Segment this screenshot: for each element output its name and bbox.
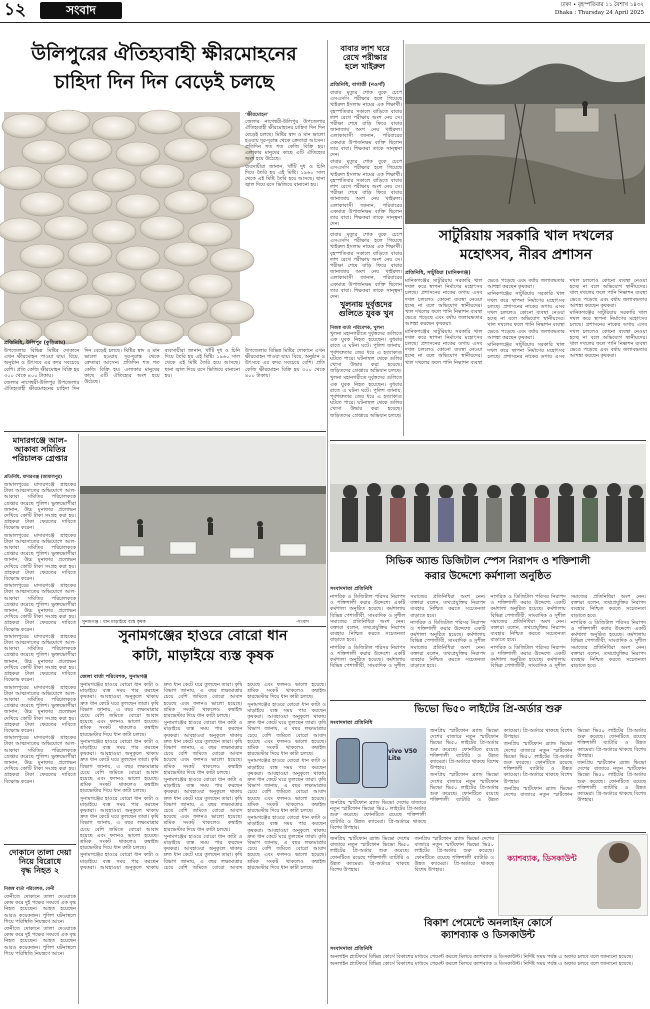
civic-group-image [330, 444, 646, 552]
vivo-body-p1: জনপ্রিয় স্মার্টফোন ব্র্যান্ড ভিভো দেশের বাজারে নতুন স্মার্টফোন ভিভো ভি৫০ লাইটের প্রি-অর্ডার শুরু করেছে। ফোনটিতে রয়েছে শক্তিশালী ব্যাটারি ও উন্নত ক্যামেরা। প্রি-অর্ডারে থাকছে বিশেষ উপহার। [430, 728, 499, 772]
haor-headline [80, 628, 326, 664]
canal-body-p2: মানিকগঞ্জের সাটুরিয়ায় সরকারি খাল দখল করে স্থাপনা নির্মাণের মহোৎসব চলছে। প্রশাসনের নাকের ডগায় এসব দখল চললেও কোনো ব্যবস্থা নেওয়া হচ্ছে না বলে অভিযোগ স্থানীয়দের। খাল দখলের ফলে পানি নিষ্কাশন ব্যবস্থা ভেঙে পড়েছে এবং বর্ষায় জলাবদ্ধতার আশঙ্কা করছেন কৃষকরা। [405, 278, 565, 366]
body-headline-line2: রেখে পরীক্ষার [342, 52, 388, 63]
kheer-body-b: ব্যবসায়ীরা জানান, খাঁটি দুধ ও চিনি দিয়ে তৈরি হয় এই মিষ্টি। ১৯৬০ সাল থেকে এই মিষ্টি তৈরি হয়ে আসছে। ছানা জ্বাল দিয়ে রসে ভিজিয়ে বানানো হয়। [245, 163, 325, 189]
haor-credit: -সংবাদ [296, 620, 309, 625]
youth-headline-line2: গুলিতে যুবক খুন [338, 308, 394, 319]
phone-icon [336, 738, 360, 784]
kheer-photo [4, 112, 240, 336]
haor-headline-line1: সুনামগঞ্জের হাওরে বোরো ধান [118, 628, 288, 644]
canal-scene-image [405, 44, 645, 224]
shop-byline: নিজস্ব বার্তা পরিবেশক, ফেনী [4, 887, 55, 892]
vivo-body-cont [330, 800, 426, 831]
haor-body-p8: সুনামগঞ্জের হাওরে বোরো ধান কাটা ও মাড়াইয়ে ব্যস্ত সময় পার করছেন কৃষকরা। আবহাওয়া অনুকূলে থাকায় দ্রুত ধান কেটে ঘরে তুলছেন তারা। কৃষি বিভাগ জানায়, এ বছর লক্ষ্যমাত্রার চেয়ে বেশি জমিতে বোরো আবাদ হয়েছে এবং ফলনও ভালো হয়েছে। শ্রমিক সংকট থাকলেও কম্বাইন্ড হারভেস্টার দিয়ে ধান কাটা চলছে। [247, 701, 326, 758]
bkash-body [330, 954, 646, 1004]
bkash-ad [498, 834, 648, 916]
kheer-body-right [245, 112, 325, 340]
haor-headline-line2: কাটা, মাড়াইয়ে ব্যস্ত কৃষক [132, 648, 274, 665]
phone-icon [362, 742, 388, 788]
canal-body-p5: মানিকগঞ্জের সাটুরিয়ায় সরকারি খাল দখল করে স্থাপনা নির্মাণের মহোৎসব চলছে। প্রশাসনের নাকের ডগায় এসব দখল চললেও কোনো ব্যবস্থা নেওয়া হচ্ছে না বলে অভিযোগ স্থানীয়দের। খাল দখলের ফলে পানি নিষ্কাশন ব্যবস্থা ভেঙে পড়েছে এবং বর্ষায় জলাবদ্ধতার আশঙ্কা করছেন কৃষকরা। [569, 310, 647, 360]
divider [330, 700, 646, 701]
kheer-lead: ‘ক্ষীরমোহন’ [245, 112, 269, 118]
haor-body-p5: সুনামগঞ্জের হাওরে বোরো ধান কাটা ও মাড়াইয়ে ব্যস্ত সময় পার করছেন কৃষকরা। আবহাওয়া অনুকূলে থাকায় দ্রুত ধান কেটে ঘরে তুলছেন তারা। কৃষি বিভাগ জানায়, এ বছর লক্ষ্যমাত্রার চেয়ে বেশি জমিতে বোরো আবাদ হয়েছে এবং ফলনও ভালো হয়েছে। শ্রমিক সংকট থাকলেও কম্বাইন্ড হারভেস্টার দিয়ে ধান কাটা চলছে। [163, 720, 243, 776]
vivo-body [430, 728, 646, 828]
shop-headline-line1: দোকানে তালা দেয়া [8, 847, 72, 857]
madrasa-headline-line3: পরিচালক গ্রেপ্তার [12, 453, 68, 464]
haor-body-p9: সুনামগঞ্জের হাওরে বোরো ধান কাটা ও মাড়াইয়ে ব্যস্ত সময় পার করছেন কৃষকরা। আবহাওয়া অনুকূলে থাকায় দ্রুত ধান কেটে ঘরে তুলছেন তারা। কৃষি বিভাগ জানায়, এ বছর লক্ষ্যমাত্রার চেয়ে বেশি জমিতে বোরো আবাদ হয়েছে এবং ফলনও ভালো হয়েছে। শ্রমিক সংকট থাকলেও কম্বাইন্ড হারভেস্টার দিয়ে ধান কাটা চলছে। [247, 758, 326, 815]
person-head [609, 843, 629, 863]
body-headline [330, 44, 400, 72]
canal-body-p3: মানিকগঞ্জের সাটুরিয়ায় সরকারি খাল দখল করে স্থাপনা নির্মাণের মহোৎসব চলছে। প্রশাসনের নাকের ডগায় এসব দখল চললেও কোনো ব্যবস্থা নেওয়া হচ্ছে না বলে অভিযোগ স্থানীয়দের। খাল দখলের ফলে পানি নিষ্কাশন ব্যবস্থা ভেঙে পড়েছে এবং বর্ষায় জলাবদ্ধতার আশঙ্কা করছেন কৃষকরা। [487, 291, 565, 341]
page-number: ১২ [4, 0, 27, 20]
bkash-byline: সংবাদদাতা প্রতিনিধি [330, 946, 373, 952]
canal-body [405, 278, 647, 436]
date-english: Dhaka : Thursday 24 April 2025 [554, 10, 644, 16]
civic-body-p3: নাগরিক ও ডিজিটাল পরিসর নিরাপদ ও শক্তিশালী করার উদ্দেশ্যে একটি কর্মশালা অনুষ্ঠিত হয়েছে। কর্মশালায় বিভিন্ন পেশাজীবী, সাংবাদিক ও সুশীল সমাজের প্রতিনিধিরা অংশ নেন। বক্তারা বলেন, তথ্যপ্রযুক্তির নিরাপদ ব্যবহার নিশ্চিত করতে সচেতনতা বাড়াতে হবে। [410, 619, 486, 670]
madrasa-body [4, 482, 76, 840]
civic-body-p6: নাগরিক ও ডিজিটাল পরিসর নিরাপদ ও শক্তিশালী করার উদ্দেশ্যে একটি কর্মশালা অনুষ্ঠিত হয়েছে। কর্মশালায় বিভিন্ন পেশাজীবী, সাংবাদিক ও সুশীল সমাজের প্রতিনিধিরা অংশ নেন। বক্তারা বলেন, তথ্যপ্রযুক্তির নিরাপদ ব্যবহার নিশ্চিত করতে সচেতনতা বাড়াতে হবে। [570, 619, 646, 670]
haor-body-p7: সুনামগঞ্জের হাওরে বোরো ধান কাটা ও মাড়াইয়ে ব্যস্ত সময় পার করছেন কৃষকরা। আবহাওয়া অনুকূলে থাকায় দ্রুত ধান কেটে ঘরে তুলছেন তারা। কৃষি বিভাগ জানায়, এ বছর লক্ষ্যমাত্রার চেয়ে বেশি জমিতে বোরো আবাদ হয়েছে এবং ফলনও ভালো হয়েছে। শ্রমিক সংকট থাকলেও কম্বাইন্ড হারভেস্টার দিয়ে ধান কাটা চলছে। [163, 682, 326, 871]
madrasa-body-p5: জামালপুরের মাদারগঞ্জে গ্রাহকের টাকা আত্মসাতের অভিযোগে আল-আকাবা সমিতির পরিচালককে গ্রেপ্তার করেছে পুলিশ। ভুক্তভোগীরা জানান, উচ্চ মুনাফার প্রলোভন দেখিয়ে কোটি টাকা সংগ্রহ করা হয়। গ্রাহকরা টাকা ফেরতের দাবিতে বিক্ষোভ করেন। [4, 684, 76, 734]
vivo-body-p4: জনপ্রিয় স্মার্টফোন ব্র্যান্ড ভিভো দেশের বাজারে নতুন স্মার্টফোন ভিভো ভি৫০ লাইটের প্রি-অর্ডার শুরু করেছে। ফোনটিতে রয়েছে শক্তিশালী ব্যাটারি ও উন্নত ক্যামেরা। প্রি-অর্ডারে থাকছে বিশেষ উপহার। [503, 728, 646, 799]
column-rule [403, 40, 404, 436]
kheer-body-a: জেলার নাগেশ্বরী-উলিপুর উপজেলার ঐতিহ্যবাহী ক্ষীরমোহনের চাহিদা দিন দিন বেড়েই চলছে। মিষ্টির স্বাদ ও মান ভালো হওয়ায় দূর-দূরান্ত থেকে ক্রেতারা আসেন। প্রতিদিন শত শত কেজি বিক্রি হয়। এলাকার মানুষের কাছে এটি ঐতিহ্যের অংশ হয়ে উঠেছে। [245, 119, 325, 163]
kheer-sweets-image [4, 112, 240, 336]
kheer-headline-line1: উলিপুরের ঐতিহ্যবাহী ক্ষীরমোহনের [31, 43, 297, 65]
kheer-headline [4, 44, 324, 94]
kheer-body-right-cont [245, 348, 325, 428]
body-text-p2: বাবার মৃত্যুর শোক বুকে চেপে এসএসসি পরীক্ষার হলে গিয়েছে খাইরুল ইসলাম নামের এক শিক্ষার্থী। বৃহস্পতিবার সকালে বাড়িতে বাবার লাশ রেখে পরীক্ষায় অংশ নেয় সে। পরীক্ষা শেষে বাড়ি ফিরে বাবার জানাজায় অংশ নেয় খাইরুল। এলাকাবাসী জানান, পরিবারের একমাত্র উপার্জনক্ষম ব্যক্তি ছিলেন তার বাবা। শিক্ষকরা তাকে সান্ত্বনা দেন। [330, 159, 402, 228]
madrasa-body-p3: জামালপুরের মাদারগঞ্জে গ্রাহকের টাকা আত্মসাতের অভিযোগে আল-আকাবা সমিতির পরিচালককে গ্রেপ্তার করেছে পুলিশ। ভুক্তভোগীরা জানান, উচ্চ মুনাফার প্রলোভন দেখিয়ে কোটি টাকা সংগ্রহ করা হয়। গ্রাহকরা টাকা ফেরতের দাবিতে বিক্ষোভ করেন। [4, 583, 76, 633]
body-text-cont [330, 232, 402, 301]
canal-photo [405, 44, 645, 224]
vivo-body-p7: জনপ্রিয় স্মার্টফোন ব্র্যান্ড ভিভো দেশের বাজারে নতুন স্মার্টফোন ভিভো ভি৫০ লাইটের প্রি-অর্ডার শুরু করেছে। ফোনটিতে রয়েছে শক্তিশালী ব্যাটারি ও উন্নত ক্যামেরা। প্রি-অর্ডারে থাকছে বিশেষ উপহার। [330, 836, 410, 874]
canal-body-p1: মানিকগঞ্জের সাটুরিয়ায় সরকারি খাল দখল করে স্থাপনা নির্মাণের মহোৎসব চলছে। প্রশাসনের নাকের ডগায় এসব দখল চললেও কোনো ব্যবস্থা নেওয়া হচ্ছে না বলে অভিযোগ স্থানীয়দের। খাল দখলের ফলে পানি নিষ্কাশন ব্যবস্থা ভেঙে পড়েছে এবং বর্ষায় জলাবদ্ধতার আশঙ্কা করছেন কৃষকরা। [405, 278, 483, 328]
divider [4, 431, 326, 432]
civic-headline [330, 556, 646, 582]
shop-body-p2: ফেনীতে দোকানে তালা দেওয়াকে কেন্দ্র করে দুই পক্ষের সংঘর্ষে এক বৃদ্ধ নিহত হয়েছেন। আহত হয়েছেন আরও কয়েকজন। পুলিশ ঘটনাস্থলে গিয়ে পরিস্থিতি নিয়ন্ত্রণে আনে। [4, 926, 76, 957]
vivo-body-p3: জনপ্রিয় স্মার্টফোন ব্র্যান্ড ভিভো দেশের বাজারে নতুন স্মার্টফোন ভিভো ভি৫০ লাইটের প্রি-অর্ডার শুরু করেছে। ফোনটিতে রয়েছে শক্তিশালী ব্যাটারি ও উন্নত ক্যামেরা। প্রি-অর্ডারে থাকছে বিশেষ উপহার। [503, 741, 573, 785]
shop-headline-line3: বৃদ্ধ নিহত ২ [20, 865, 60, 876]
youth-byline: নিজস্ব বার্তা পরিবেশক, খুলনা [330, 326, 384, 331]
divider [80, 626, 326, 627]
civic-body-p5: নাগরিক ও ডিজিটাল পরিসর নিরাপদ ও শক্তিশালী করার উদ্দেশ্যে একটি কর্মশালা অনুষ্ঠিত হয়েছে। কর্মশালায় বিভিন্ন পেশাজীবী, সাংবাদিক ও সুশীল সমাজের প্রতিনিধিরা অংশ নেন। বক্তারা বলেন, তথ্যপ্রযুক্তির নিরাপদ ব্যবহার নিশ্চিত করতে সচেতনতা বাড়াতে হবে। [490, 594, 646, 670]
column-rule [327, 40, 328, 1004]
madrasa-headline [4, 436, 76, 464]
civic-byline: সংবাদদাতা প্রতিনিধি [330, 586, 373, 592]
shop-body [4, 894, 76, 1002]
civic-body-p2: নাগরিক ও ডিজিটাল পরিসর নিরাপদ ও শক্তিশালী করার উদ্দেশ্যে একটি কর্মশালা অনুষ্ঠিত হয়েছে। কর্মশালায় বিভিন্ন পেশাজীবী, সাংবাদিক ও সুশীল সমাজের প্রতিনিধিরা অংশ নেন। বক্তারা বলেন, তথ্যপ্রযুক্তির নিরাপদ ব্যবহার নিশ্চিত করতে সচেতনতা বাড়াতে হবে। [330, 594, 486, 670]
youth-headline-line1: খুলনায় দুর্বৃত্তদের [339, 299, 392, 309]
civic-body-p1: নাগরিক ও ডিজিটাল পরিসর নিরাপদ ও শক্তিশালী করার উদ্দেশ্যে একটি কর্মশালা অনুষ্ঠিত হয়েছে। কর্মশালায় বিভিন্ন পেশাজীবী, সাংবাদিক ও সুশীল সমাজের প্রতিনিধিরা অংশ নেন। বক্তারা বলেন, তথ্যপ্রযুক্তির নিরাপদ ব্যবহার নিশ্চিত করতে সচেতনতা বাড়াতে হবে। [330, 594, 406, 644]
masthead [0, 0, 650, 23]
civic-body [330, 594, 646, 698]
kheer-body-c: উপজেলার বিভিন্ন মিষ্টির দোকানে এখন ক্ষীরমোহন পাওয়া যায়। বিয়ে, অনুষ্ঠান ও উৎসবে এর কদর সবচেয়ে বেশি। প্রতি কেজি ক্ষীরমোহন বিক্রি হয় ৩০০ থেকে ৪০০ টাকায়। [4, 348, 80, 379]
bkash-headline-line2: ক্যাশব্যাক ও ডিসকাউন্ট [441, 929, 535, 941]
madrasa-body-p1: জামালপুরের মাদারগঞ্জে গ্রাহকের টাকা আত্মসাতের অভিযোগে আল-আকাবা সমিতির পরিচালককে গ্রেপ্তার করেছে পুলিশ। ভুক্তভোগীরা জানান, উচ্চ মুনাফার প্রলোভন দেখিয়ে কোটি টাকা সংগ্রহ করা হয়। গ্রাহকরা টাকা ফেরতের দাবিতে বিক্ষোভ করেন। [4, 482, 76, 532]
youth-body [330, 331, 402, 435]
vivo-body-p6: জনপ্রিয় স্মার্টফোন ব্র্যান্ড ভিভো দেশের বাজারে নতুন স্মার্টফোন ভিভো ভি৫০ লাইটের প্রি-অর্ডার শুরু করেছে। ফোনটিতে রয়েছে শক্তিশালী ব্যাটারি ও উন্নত ক্যামেরা। প্রি-অর্ডারে থাকছে বিশেষ উপহার। [330, 800, 426, 831]
madrasa-body-p6: জামালপুরের মাদারগঞ্জে গ্রাহকের টাকা আত্মসাতের অভিযোগে আল-আকাবা সমিতির পরিচালককে গ্রেপ্তার করেছে পুলিশ। ভুক্তভোগীরা জানান, উচ্চ মুনাফার প্রলোভন দেখিয়ে কোটি টাকা সংগ্রহ করা হয়। গ্রাহকরা টাকা ফেরতের দাবিতে বিক্ষোভ করেন। [4, 735, 76, 785]
kheer-body-c-cont: উপজেলার বিভিন্ন মিষ্টির দোকানে এখন ক্ষীরমোহন পাওয়া যায়। বিয়ে, অনুষ্ঠান ও উৎসবে এর কদর সবচেয়ে বেশি। প্রতি কেজি ক্ষীরমোহন বিক্রি হয় ৩০০ থেকে ৪০০ টাকায়। [245, 348, 325, 379]
body-headline-line1: বাবার লাশ ঘরে [340, 43, 390, 53]
divider [330, 832, 646, 833]
canal-headline-line1: সাটুরিয়ায় সরকারি খাল দখলের [438, 228, 614, 244]
kheer-body-bottom [4, 348, 240, 428]
youth-headline [330, 300, 402, 318]
shop-headline [4, 848, 76, 876]
canal-headline [405, 228, 647, 263]
bkash-headline-line1: বিকাশ পেমেন্টে অনলাইন কোর্সে [424, 918, 552, 929]
civic-body-p4: নাগরিক ও ডিজিটাল পরিসর নিরাপদ ও শক্তিশালী করার উদ্দেশ্যে একটি কর্মশালা অনুষ্ঠিত হয়েছে। কর্মশালায় বিভিন্ন পেশাজীবী, সাংবাদিক ও সুশীল সমাজের প্রতিনিধিরা অংশ নেন। বক্তারা বলেন, তথ্যপ্রযুক্তির নিরাপদ ব্যবহার নিশ্চিত করতে সচেতনতা বাড়াতে হবে। [490, 594, 566, 644]
kheer-headline-line2: চাহিদা দিন দিন বেড়েই চলছে [54, 70, 274, 93]
divider [330, 228, 402, 229]
divider [4, 844, 76, 845]
body-text-p1: বাবার মৃত্যুর শোক বুকে চেপে এসএসসি পরীক্ষার হলে গিয়েছে খাইরুল ইসলাম নামের এক শিক্ষার্থী। বৃহস্পতিবার সকালে বাড়িতে বাবার লাশ রেখে পরীক্ষায় অংশ নেয় সে। পরীক্ষা শেষে বাড়ি ফিরে বাবার জানাজায় অংশ নেয় খাইরুল। এলাকাবাসী জানান, পরিবারের একমাত্র উপার্জনক্ষম ব্যক্তি ছিলেন তার বাবা। শিক্ষকরা তাকে সান্ত্বনা দেন। [330, 90, 402, 159]
canal-body-p4: মানিকগঞ্জের সাটুরিয়ায় সরকারি খাল দখল করে স্থাপনা নির্মাণের মহোৎসব চলছে। প্রশাসনের নাকের ডগায় এসব দখল চললেও কোনো ব্যবস্থা নেওয়া হচ্ছে না বলে অভিযোগ স্থানীয়দের। খাল দখলের ফলে পানি নিষ্কাশন ব্যবস্থা ভেঙে পড়েছে এবং বর্ষায় জলাবদ্ধতার আশঙ্কা করছেন কৃষকরা। [487, 278, 647, 361]
bkash-body-p2: অনলাইন প্ল্যাটফর্মে বিভিন্ন কোর্সে বিকাশের মাধ্যমে পেমেন্ট করলে মিলবে ক্যাশব্যাক ও ডিসকাউন্ট। নির্দিষ্ট সময় পর্যন্ত এ অফার চলবে বলে জানানো হয়েছে। [330, 961, 634, 968]
vivo-ad [330, 728, 426, 798]
haor-body-p10: সুনামগঞ্জের হাওরে বোরো ধান কাটা ও মাড়াইয়ে ব্যস্ত সময় পার করছেন কৃষকরা। আবহাওয়া অনুকূলে থাকায় দ্রুত ধান কেটে ঘরে তুলছেন তারা। কৃষি বিভাগ জানায়, এ বছর লক্ষ্যমাত্রার চেয়ে বেশি জমিতে বোরো আবাদ হয়েছে এবং ফলনও ভালো হয়েছে। শ্রমিক সংকট থাকলেও কম্বাইন্ড হারভেস্টার দিয়ে ধান কাটা চলছে। [247, 815, 326, 871]
canal-headline-line2: মহোৎসব, নীরব প্রশাসন [459, 247, 593, 264]
vivo-byline: সংবাদদাতা প্রতিনিধি [330, 720, 373, 726]
madrasa-headline-line1: মাদারগঞ্জে আল- [12, 435, 68, 445]
madrasa-headline-line2: আকাবা সমিতির [14, 444, 66, 455]
civic-headline-line2: করার উদ্দেশ্যে কর্মশালা অনুষ্ঠিত [424, 570, 552, 582]
divider [330, 440, 646, 441]
haor-body-p1: সুনামগঞ্জের হাওরে বোরো ধান কাটা ও মাড়াইয়ে ব্যস্ত সময় পার করছেন কৃষকরা। আবহাওয়া অনুকূলে থাকায় দ্রুত ধান কেটে ঘরে তুলছেন তারা। কৃষি বিভাগ জানায়, এ বছর লক্ষ্যমাত্রার চেয়ে বেশি জমিতে বোরো আবাদ হয়েছে এবং ফলনও ভালো হয়েছে। শ্রমিক সংকট থাকলেও কম্বাইন্ড হারভেস্টার দিয়ে ধান কাটা চলছে। [80, 682, 159, 738]
bkash-body-p1: অনলাইন প্ল্যাটফর্মে বিভিন্ন কোর্সে বিকাশের মাধ্যমে পেমেন্ট করলে মিলবে ক্যাশব্যাক ও ডিসকাউন্ট। নির্দিষ্ট সময় পর্যন্ত এ অফার চলবে বলে জানানো হয়েছে। [330, 954, 634, 960]
newspaper-logo: সংবাদ [40, 2, 122, 19]
kheer-body-a-cont: জেলার নাগেশ্বরী-উলিপুর উপজেলার ঐতিহ্যবাহী ক্ষীরমোহনের চাহিদা দিন দিন বেড়েই চলছে। মিষ্টির স্বাদ ও মান ভালো হওয়ায় দূর-দূরান্ত থেকে ক্রেতারা আসেন। প্রতিদিন শত শত কেজি বিক্রি হয়। এলাকার মানুষের কাছে এটি ঐতিহ্যের অংশ হয়ে উঠেছে। [4, 348, 160, 393]
youth-body-p1: খুলনা মহানগরীতে দুর্বৃত্তদের গুলিতে এক যুবক নিহত হয়েছেন। বুধবার রাতে এ ঘটনা ঘটে। পুলিশ জানায়, পূর্বশত্রুতার জের ধরে এ হত্যাকাণ্ড ঘটতে পারে। ঘটনাস্থল থেকে গুলির খোসা উদ্ধার করা হয়েছে। জড়িতদের গ্রেপ্তারে অভিযান চলছে। [330, 331, 402, 375]
haor-caption: সুনামগঞ্জ : ধান মাড়াইয়ে ব্যস্ত কৃষক [82, 620, 146, 625]
canal-byline: প্রতিনিধি, সাটুরিয়া (মানিকগঞ্জ) [405, 270, 471, 276]
haor-body [80, 682, 326, 1002]
body-text-p3: বাবার মৃত্যুর শোক বুকে চেপে এসএসসি পরীক্ষার হলে গিয়েছে খাইরুল ইসলাম নামের এক শিক্ষার্থী। বৃহস্পতিবার সকালে বাড়িতে বাবার লাশ রেখে পরীক্ষায় অংশ নেয় সে। পরীক্ষা শেষে বাড়ি ফিরে বাবার জানাজায় অংশ নেয় খাইরুল। এলাকাবাসী জানান, পরিবারের একমাত্র উপার্জনক্ষম ব্যক্তি ছিলেন তার বাবা। শিক্ষকরা তাকে সান্ত্বনা দেন। [330, 232, 402, 301]
madrasa-body-p4: জামালপুরের মাদারগঞ্জে গ্রাহকের টাকা আত্মসাতের অভিযোগে আল-আকাবা সমিতির পরিচালককে গ্রেপ্তার করেছে পুলিশ। ভুক্তভোগীরা জানান, উচ্চ মুনাফার প্রলোভন দেখিয়ে কোটি টাকা সংগ্রহ করা হয়। গ্রাহকরা টাকা ফেরতের দাবিতে বিক্ষোভ করেন। [4, 633, 76, 684]
body-byline: প্রতিনিধি, বাগাতী (নওগাঁ) [330, 82, 386, 88]
vivo-headline: ভিভো ভি৫০ লাইটের প্রি-অর্ডার শুরু [414, 704, 562, 715]
body-text [330, 90, 402, 226]
vivo-body-p2: জনপ্রিয় স্মার্টফোন ব্র্যান্ড ভিভো দেশের বাজারে নতুন স্মার্টফোন ভিভো ভি৫০ লাইটের প্রি-অর্ডার শুরু করেছে। ফোনটিতে রয়েছে শক্তিশালী ব্যাটারি ও উন্নত ক্যামেরা। প্রি-অর্ডারে থাকছে বিশেষ উপহার। [430, 728, 573, 804]
civic-headline-line1: সিভিক অ্যান্ড ডিজিটাল স্পেস নিরাপদ ও শক্তিশালী [385, 556, 591, 567]
shop-body-p1: ফেনীতে দোকানে তালা দেওয়াকে কেন্দ্র করে দুই পক্ষের সংঘর্ষে এক বৃদ্ধ নিহত হয়েছেন। আহত হয়েছেন আরও কয়েকজন। পুলিশ ঘটনাস্থলে গিয়ে পরিস্থিতি নিয়ন্ত্রণে আনে। [4, 894, 76, 925]
haor-byline: জেলা বার্তা পরিবেশক, সুনামগঞ্জ [80, 674, 148, 680]
vivo-body-p8: জনপ্রিয় স্মার্টফোন ব্র্যান্ড ভিভো দেশের বাজারে নতুন স্মার্টফোন ভিভো ভি৫০ লাইটের প্রি-অর্ডার শুরু করেছে। ফোনটিতে রয়েছে শক্তিশালী ব্যাটারি ও উন্নত ক্যামেরা। প্রি-অর্ডারে থাকছে বিশেষ উপহার। [414, 836, 494, 874]
date-bangla: ঢাকা • বৃহস্পতিবার ১১ বৈশাখ ১৪৩২ [561, 2, 644, 8]
haor-body-p4: সুনামগঞ্জের হাওরে বোরো ধান কাটা ও মাড়াইয়ে ব্যস্ত সময় পার করছেন কৃষকরা। আবহাওয়া অনুকূলে থাকায় দ্রুত ধান কেটে ঘরে তুলছেন তারা। কৃষি বিভাগ জানায়, এ বছর লক্ষ্যমাত্রার চেয়ে বেশি জমিতে বোরো আবাদ হয়েছে এবং ফলনও ভালো হয়েছে। শ্রমিক সংকট থাকলেও কম্বাইন্ড হারভেস্টার দিয়ে ধান কাটা চলছে। [80, 682, 243, 871]
haor-farm-image [80, 436, 326, 616]
vivo-body-tail [330, 836, 494, 914]
body-headline-line3: হলে খাইরুল [345, 61, 385, 72]
vivo-body-p5: জনপ্রিয় স্মার্টফোন ব্র্যান্ড ভিভো দেশের বাজারে নতুন স্মার্টফোন ভিভো ভি৫০ লাইটের প্রি-অর্ডার শুরু করেছে। ফোনটিতে রয়েছে শক্তিশালী ব্যাটারি ও উন্নত ক্যামেরা। প্রি-অর্ডারে থাকছে বিশেষ উপহার। [577, 760, 646, 804]
column-rule [78, 434, 79, 1004]
haor-body-p2: সুনামগঞ্জের হাওরে বোরো ধান কাটা ও মাড়াইয়ে ব্যস্ত সময় পার করছেন কৃষকরা। আবহাওয়া অনুকূলে থাকায় দ্রুত ধান কেটে ঘরে তুলছেন তারা। কৃষি বিভাগ জানায়, এ বছর লক্ষ্যমাত্রার চেয়ে বেশি জমিতে বোরো আবাদ হয়েছে এবং ফলনও ভালো হয়েছে। শ্রমিক সংকট থাকলেও কম্বাইন্ড হারভেস্টার দিয়ে ধান কাটা চলছে। [80, 738, 159, 795]
madrasa-byline: প্রতিনিধি, মাদারগঞ্জ (জামালপুর) [4, 475, 63, 480]
haor-photo [80, 436, 326, 616]
shop-headline-line2: নিয়ে বিরোধে [18, 856, 62, 867]
civic-photo [330, 444, 646, 552]
madrasa-body-p2: জামালপুরের মাদারগঞ্জে গ্রাহকের টাকা আত্মসাতের অভিযোগে আল-আকাবা সমিতির পরিচালককে গ্রেপ্তার করেছে পুলিশ। ভুক্তভোগীরা জানান, উচ্চ মুনাফার প্রলোভন দেখিয়ে কোটি টাকা সংগ্রহ করা হয়। গ্রাহকরা টাকা ফেরতের দাবিতে বিক্ষোভ করেন। [4, 532, 76, 583]
bkash-ad-title: ক্যাশব্যাক, ডিসকাউন্ট [507, 854, 577, 863]
youth-body-p2: খুলনা মহানগরীতে দুর্বৃত্তদের গুলিতে এক যুবক নিহত হয়েছেন। বুধবার রাতে এ ঘটনা ঘটে। পুলিশ জানায়, পূর্বশত্রুতার জের ধরে এ হত্যাকাণ্ড ঘটতে পারে। ঘটনাস্থল থেকে গুলির খোসা উদ্ধার করা হয়েছে। জড়িতদের গ্রেপ্তারে অভিযান চলছে। [330, 375, 402, 419]
kheer-body-b-cont: ব্যবসায়ীরা জানান, খাঁটি দুধ ও চিনি দিয়ে তৈরি হয় এই মিষ্টি। ১৯৬০ সাল থেকে এই মিষ্টি তৈরি হয়ে আসছে। ছানা জ্বাল দিয়ে রসে ভিজিয়ে বানানো হয়। [164, 348, 240, 379]
vivo-ad-phone: vivo V50 Lite [388, 748, 418, 762]
haor-body-p6: সুনামগঞ্জের হাওরে বোরো ধান কাটা ও মাড়াইয়ে ব্যস্ত সময় পার করছেন কৃষকরা। আবহাওয়া অনুকূলে থাকায় দ্রুত ধান কেটে ঘরে তুলছেন তারা। কৃষি বিভাগ জানায়, এ বছর লক্ষ্যমাত্রার চেয়ে বেশি জমিতে বোরো আবাদ হয়েছে এবং ফলনও ভালো হয়েছে। শ্রমিক সংকট থাকলেও কম্বাইন্ড হারভেস্টার দিয়ে ধান কাটা চলছে। [163, 777, 243, 833]
kheer-byline: প্রতিনিধি, উলিপুর (কুড়িগ্রাম) [4, 340, 66, 346]
bkash-headline [330, 918, 646, 941]
haor-body-p3: সুনামগঞ্জের হাওরে বোরো ধান কাটা ও মাড়াইয়ে ব্যস্ত সময় পার করছেন কৃষকরা। আবহাওয়া অনুকূলে থাকায় দ্রুত ধান কেটে ঘরে তুলছেন তারা। কৃষি বিভাগ জানায়, এ বছর লক্ষ্যমাত্রার চেয়ে বেশি জমিতে বোরো আবাদ হয়েছে এবং ফলনও ভালো হয়েছে। শ্রমিক সংকট থাকলেও কম্বাইন্ড হারভেস্টার দিয়ে ধান কাটা চলছে। [80, 795, 159, 852]
